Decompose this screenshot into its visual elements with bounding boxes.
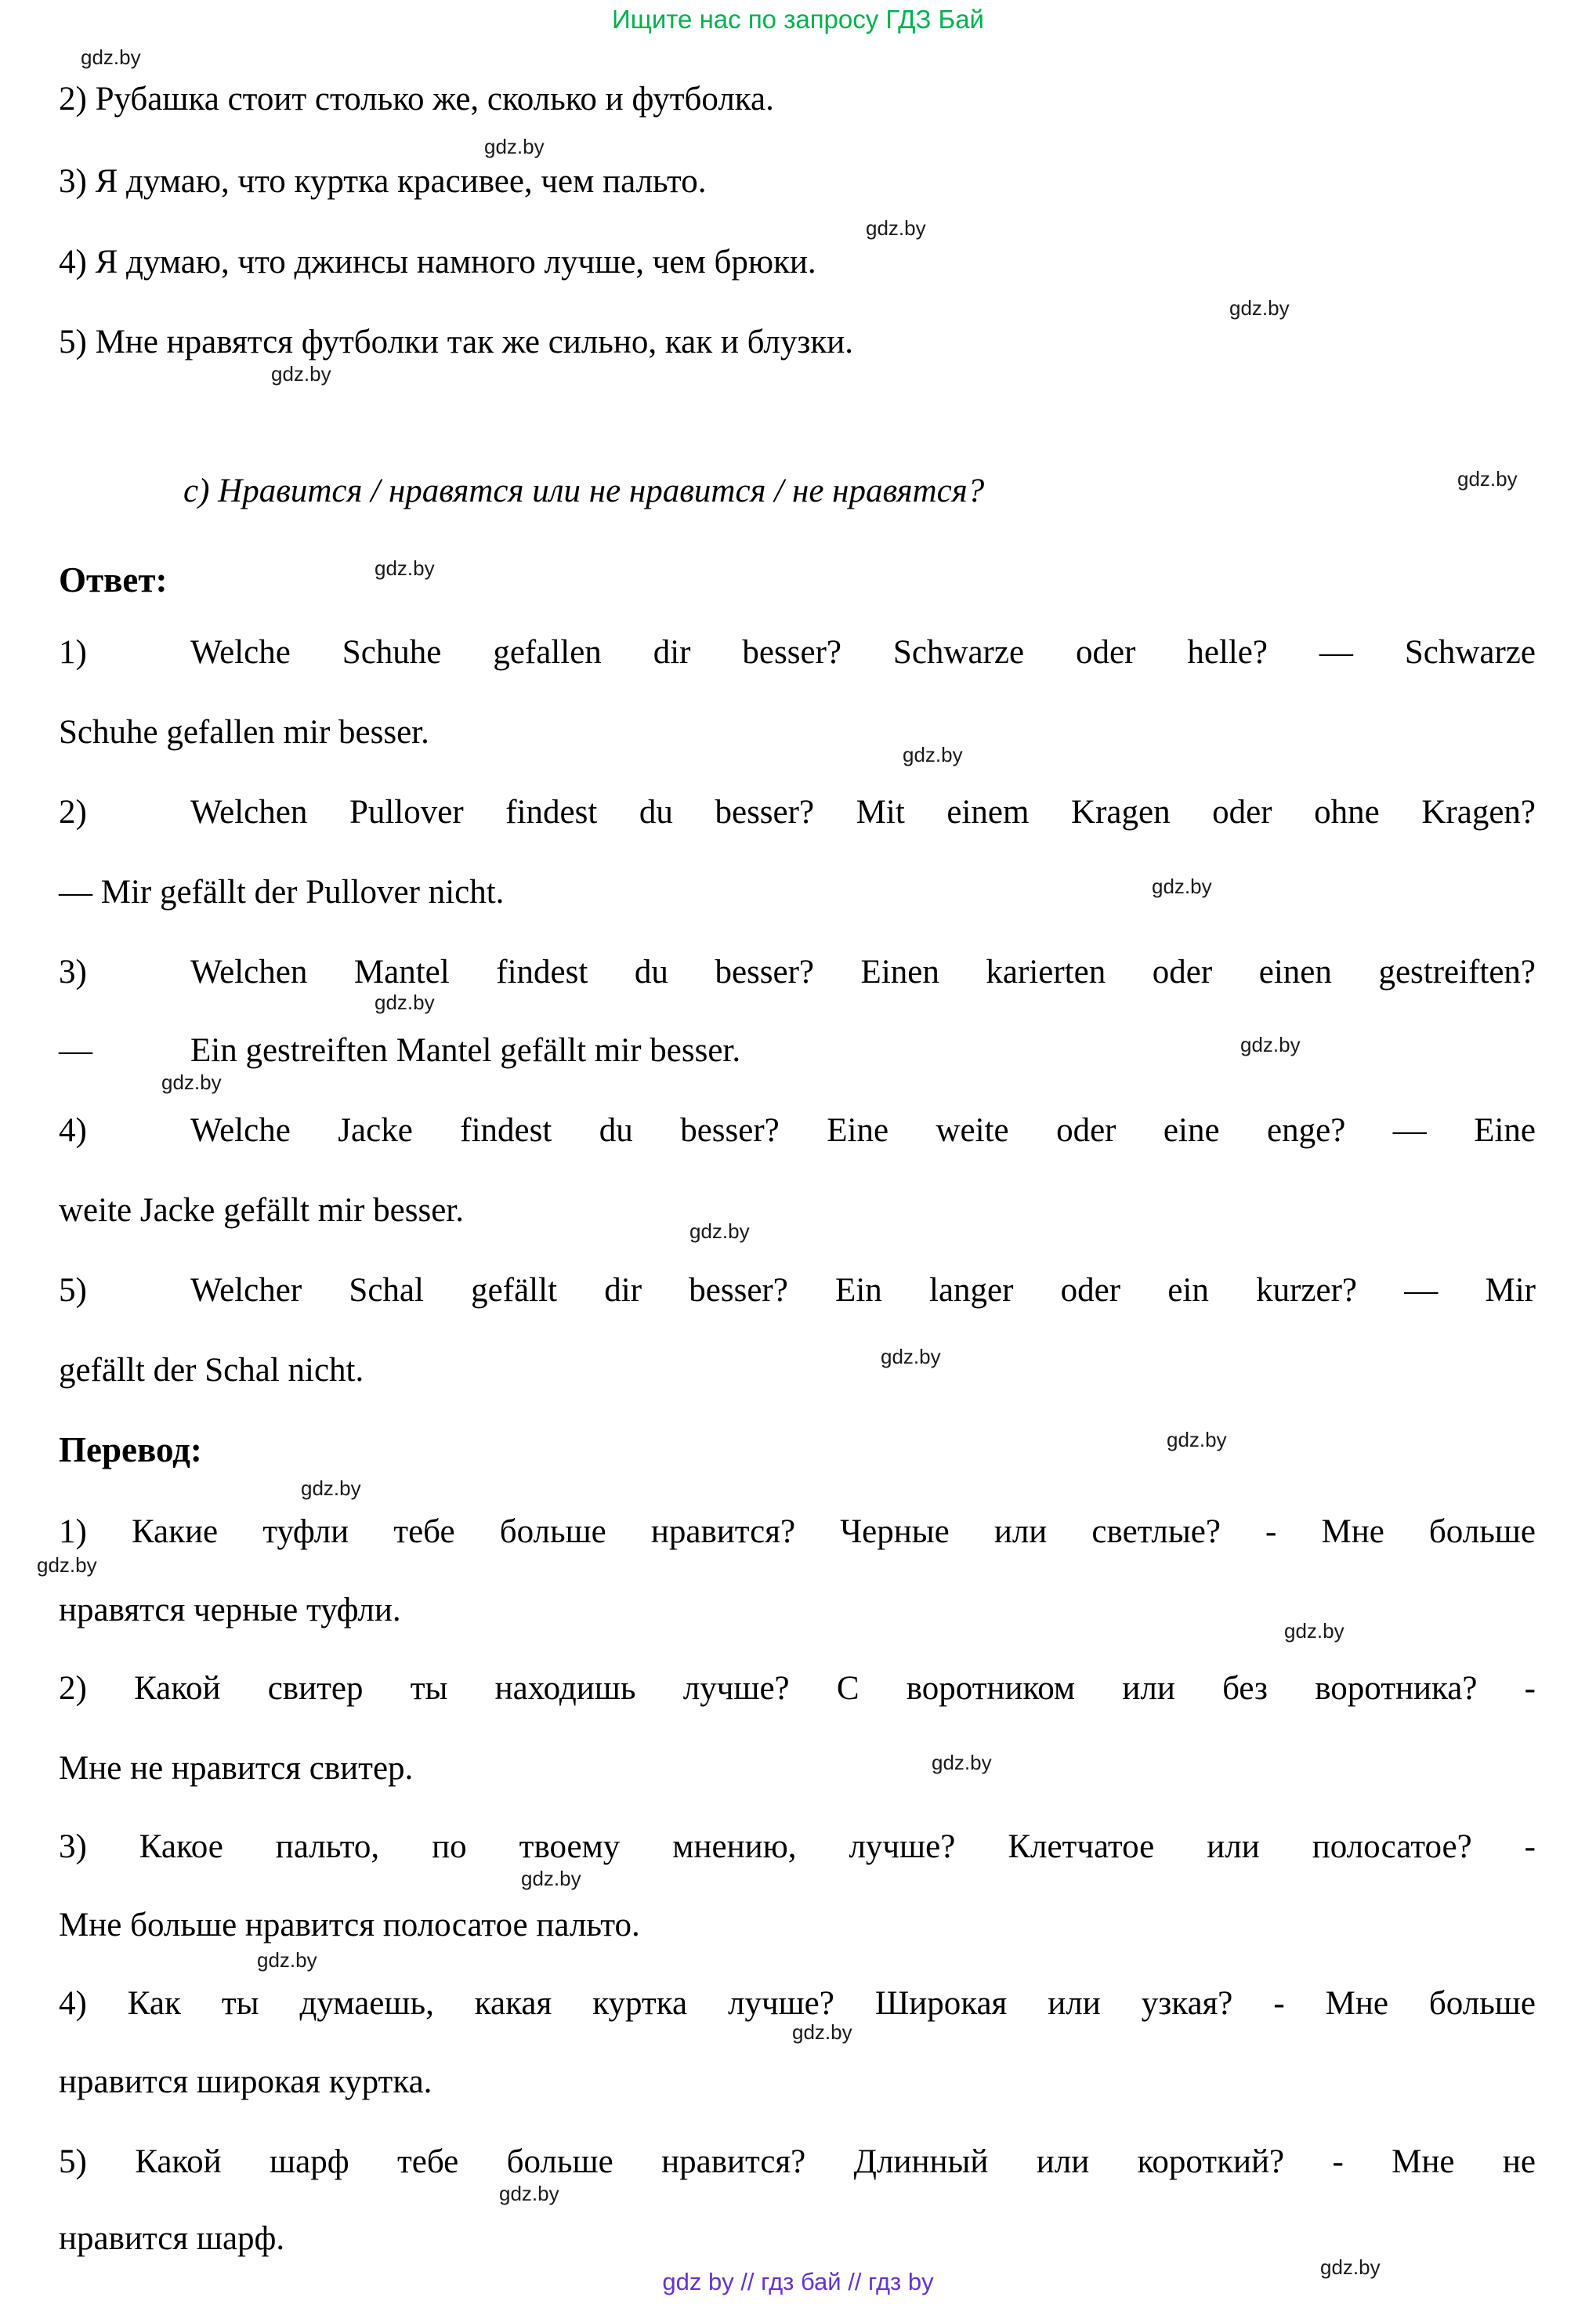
answer-5-text: Welcher Schal gefällt dir besser? Ein langer oder ein kurzer? — Mir [190,1272,1536,1309]
translation-2-line-2: Мне не нравится свитер. [59,1750,414,1787]
watermark-gdzby: gdz.by [375,991,435,1014]
translation-3-line-1: 3) Какое пальто, по твоему мнению, лучше? Клетчатое или полосатое? - [59,1828,1536,1865]
sentence-b-2: 2) Рубашка стоит столько же, сколько и футболка. [59,81,774,118]
answer-2-number: 2) [59,794,87,831]
answer-1-line-2: Schuhe gefallen mir besser. [59,714,429,751]
sentence-b-3: 3) Я думаю, что куртка красивее, чем пальто. [59,163,707,200]
translation-3-line-2: Мне больше нравится полосатое пальто. [59,1907,640,1944]
translation-4-line-1: 4) Как ты думаешь, какая куртка лучше? Широкая или узкая? - Мне больше [59,1985,1536,2022]
watermark-gdzby: gdz.by [1229,296,1290,320]
answer-1-text: Welche Schuhe gefallen dir besser? Schwarze oder helle? — Schwarze [190,634,1536,671]
translation-1-line-2: нравятся черные туфли. [59,1592,401,1628]
answer-4-number: 4) [59,1112,87,1149]
translation-1-line-1: 1) Какие туфли тебе больше нравится? Черные или светлые? - Мне больше [59,1513,1536,1550]
answer-1-line-1 [59,632,1536,674]
watermark-gdzby: gdz.by [161,1070,222,1094]
answer-5-line-2: gefällt der Schal nicht. [59,1352,364,1389]
watermark-gdzby: gdz.by [37,1553,97,1577]
watermark-gdzby: gdz.by [1152,875,1212,898]
answer-3-text: Welchen Mantel findest du besser? Einen karierten oder einen gestreiften? [190,954,1536,991]
watermark-gdzby: gdz.by [499,2182,559,2205]
watermark-gdzby: gdz.by [792,2020,852,2044]
answer-5-line-1 [59,1270,1536,1312]
translation-4-line-2: нравится широкая куртка. [59,2063,432,2100]
answer-3-dash: — [59,1032,92,1069]
answer-3-line-1 [59,951,1536,994]
answer-3-number: 3) [59,954,87,991]
translation-5-line-2: нравится шарф. [59,2220,285,2257]
task-heading: с) Нравится / нравятся или не нравится / не нравятся? [183,473,985,509]
watermark-gdzby: gdz.by [375,556,435,580]
footer-site-links[interactable]: gdz by // гдз бай // гдз by [662,2268,934,2295]
watermark-gdzby: gdz.by [932,1751,992,1774]
translation-label: Перевод: [59,1430,202,1469]
answer-1-number: 1) [59,634,87,671]
watermark-gdzby: gdz.by [521,1867,581,1890]
watermark-gdzby: gdz.by [881,1345,941,1368]
watermark-gdzby: gdz.by [484,135,545,158]
watermark-gdzby: gdz.by [81,45,141,69]
watermark-gdzby: gdz.by [1320,2255,1381,2279]
watermark-gdzby: gdz.by [689,1219,750,1243]
answer-3-answer-text: Ein gestreiften Mantel gefällt mir besser. [190,1032,741,1069]
watermark-gdzby: gdz.by [1167,1428,1227,1451]
answer-4-text: Welche Jacke findest du besser? Eine weite oder eine enge? — Eine [190,1112,1536,1149]
watermark-gdzby: gdz.by [271,362,331,386]
sentence-b-5: 5) Мне нравятся футболки так же сильно, как и блузки. [59,324,854,360]
watermark-gdzby: gdz.by [1240,1033,1301,1056]
answer-2-line-1 [59,792,1536,834]
sentence-b-4: 4) Я думаю, что джинсы намного лучше, чем брюки. [59,244,816,281]
watermark-gdzby: gdz.by [903,743,963,766]
answer-label: Ответ: [59,560,168,600]
translation-5-line-1: 5) Какой шарф тебе больше нравится? Длинный или короткий? - Мне не [59,2143,1536,2180]
watermark-gdzby: gdz.by [301,1476,361,1500]
watermark-gdzby: gdz.by [257,1948,317,1972]
answer-4-line-2: weite Jacke gefällt mir besser. [59,1192,464,1229]
watermark-gdzby: gdz.by [1284,1619,1344,1643]
answer-5-number: 5) [59,1272,87,1309]
answer-4-line-1 [59,1110,1536,1152]
watermark-gdzby: gdz.by [1457,467,1518,491]
translation-2-line-1: 2) Какой свитер ты находишь лучше? С воротником или без воротника? - [59,1670,1536,1707]
watermark-gdzby: gdz.by [866,216,926,240]
header-promo-link[interactable]: Ищите нас по запросу ГДЗ Бай [612,5,984,34]
answer-2-text: Welchen Pullover findest du besser? Mit einem Kragen oder ohne Kragen? [190,794,1536,831]
answer-2-line-2: — Mir gefällt der Pullover nicht. [59,874,505,911]
answer-3-line-2 [59,1030,740,1072]
